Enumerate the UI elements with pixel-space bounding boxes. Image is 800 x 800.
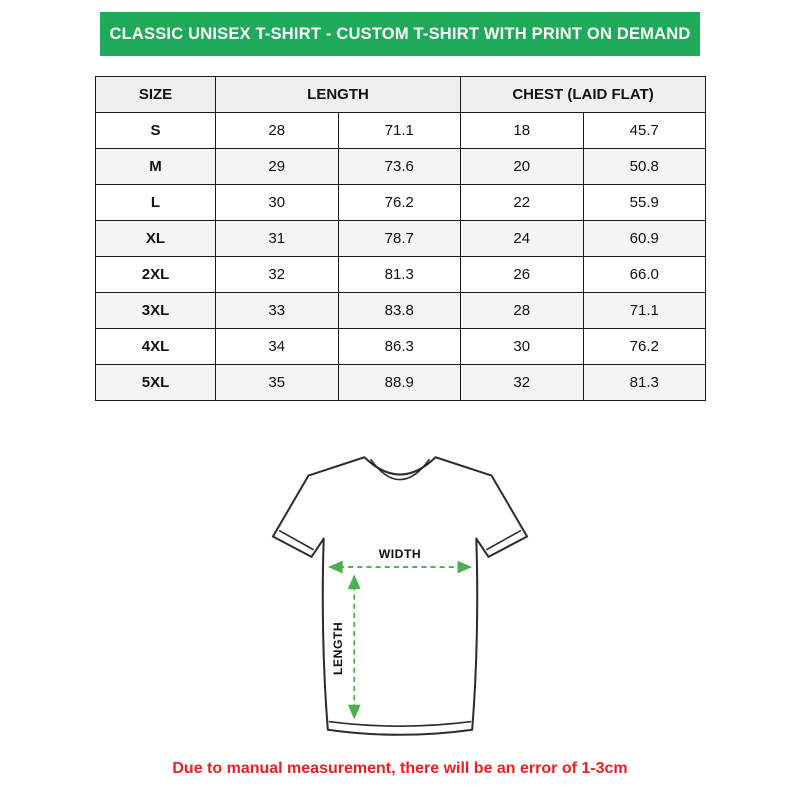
measurement-cell: 71.1 — [338, 113, 461, 149]
measurement-cell: 20 — [461, 149, 584, 185]
table-row — [96, 365, 706, 401]
measurement-cell: 32 — [216, 257, 339, 293]
header-row — [96, 77, 706, 113]
measurement-cell: 24 — [461, 221, 584, 257]
size-table — [95, 76, 706, 401]
table-row — [96, 113, 706, 149]
width-label: WIDTH — [378, 546, 422, 561]
size-table-body — [96, 113, 706, 401]
measurement-diagram — [250, 443, 550, 748]
tshirt-outline — [273, 457, 527, 735]
measurement-cell: 66.0 — [583, 257, 706, 293]
measurement-cell: 32 — [461, 365, 584, 401]
column-header-chest: CHEST (LAID FLAT) — [461, 77, 706, 113]
size-chart — [95, 76, 705, 401]
measurement-cell: 60.9 — [583, 221, 706, 257]
measurement-cell: 76.2 — [338, 185, 461, 221]
measurement-cell: 76.2 — [583, 329, 706, 365]
length-label: LENGTH — [331, 621, 346, 675]
size-cell: M — [96, 149, 216, 185]
size-cell: 5XL — [96, 365, 216, 401]
column-header-length: LENGTH — [216, 77, 461, 113]
measurement-cell: 45.7 — [583, 113, 706, 149]
measurement-cell: 28 — [461, 293, 584, 329]
measurement-cell: 33 — [216, 293, 339, 329]
measurement-cell: 26 — [461, 257, 584, 293]
measurement-cell: 29 — [216, 149, 339, 185]
measurement-cell: 35 — [216, 365, 339, 401]
measurement-cell: 18 — [461, 113, 584, 149]
measurement-cell: 73.6 — [338, 149, 461, 185]
measurement-cell: 31 — [216, 221, 339, 257]
measurement-cell: 55.9 — [583, 185, 706, 221]
size-cell: S — [96, 113, 216, 149]
table-row — [96, 149, 706, 185]
measurement-cell: 28 — [216, 113, 339, 149]
measurement-cell: 81.3 — [583, 365, 706, 401]
measurement-cell: 86.3 — [338, 329, 461, 365]
measurement-cell: 50.8 — [583, 149, 706, 185]
table-row — [96, 221, 706, 257]
measurement-cell: 30 — [216, 185, 339, 221]
size-cell: 3XL — [96, 293, 216, 329]
tshirt-diagram — [250, 443, 550, 748]
table-row — [96, 185, 706, 221]
measurement-cell: 22 — [461, 185, 584, 221]
measurement-cell: 71.1 — [583, 293, 706, 329]
measurement-cell: 81.3 — [338, 257, 461, 293]
size-cell: 4XL — [96, 329, 216, 365]
size-cell: L — [96, 185, 216, 221]
measurement-cell: 30 — [461, 329, 584, 365]
measurement-cell: 78.7 — [338, 221, 461, 257]
table-row — [96, 257, 706, 293]
page-title: CLASSIC UNISEX T-SHIRT - CUSTOM T-SHIRT WITH PRINT ON DEMAND — [109, 24, 691, 43]
table-row — [96, 293, 706, 329]
measurement-cell: 34 — [216, 329, 339, 365]
measurement-cell: 88.9 — [338, 365, 461, 401]
column-header-size: SIZE — [96, 77, 216, 113]
size-cell: 2XL — [96, 257, 216, 293]
measurement-cell: 83.8 — [338, 293, 461, 329]
measurement-disclaimer: Due to manual measurement, there will be an error of 1-3cm — [172, 760, 628, 777]
title-banner — [100, 12, 700, 56]
table-row — [96, 329, 706, 365]
size-cell: XL — [96, 221, 216, 257]
